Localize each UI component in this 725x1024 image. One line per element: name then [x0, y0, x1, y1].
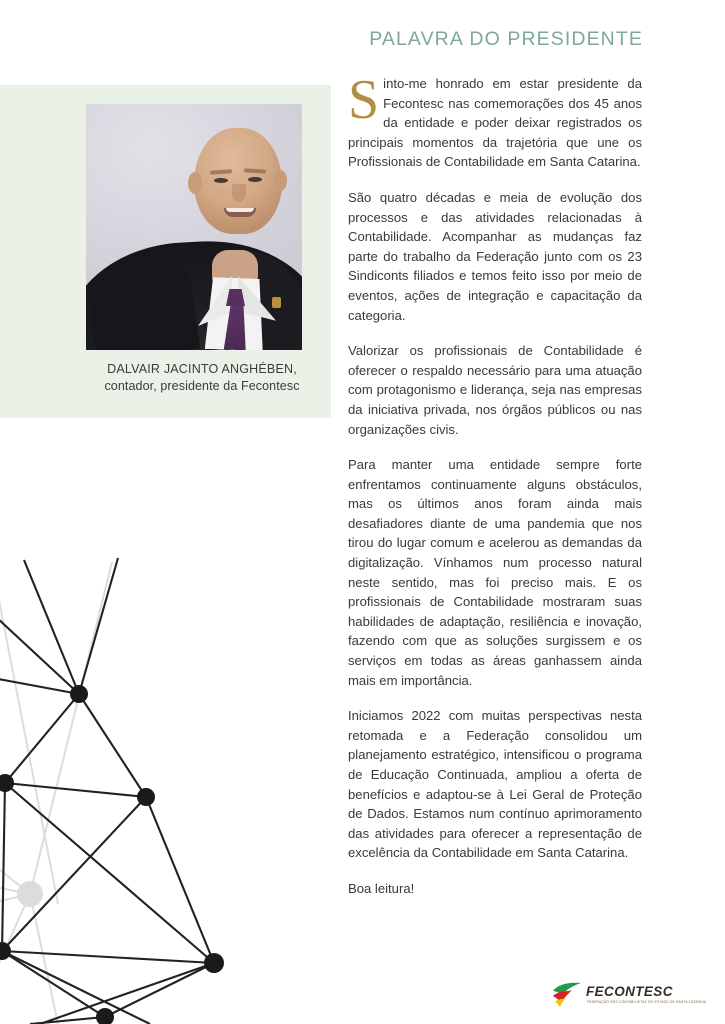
paragraph-1: Sinto-me honrado em estar presidente da Fecontesc nas comemorações dos 45 anos da entidade e poder deixar registrados os principais momentos da trajetória que une os Profissionais de Contabilidade em Santa Catarina.	[348, 69, 642, 170]
network-node-faint	[17, 881, 43, 907]
fecontesc-logo-mark	[552, 982, 582, 1008]
head-shape	[194, 128, 282, 234]
network-edges	[0, 558, 214, 1024]
eye-left	[214, 178, 228, 183]
lapel-pin	[272, 297, 281, 308]
caption-name: DALVAIR JACINTO ANGHÉBEN,	[107, 362, 297, 376]
network-node	[96, 1008, 114, 1024]
president-photo	[86, 104, 302, 350]
eye-right	[248, 177, 262, 182]
ear-right	[274, 170, 287, 191]
page-title: PALAVRA DO PRESIDENTE	[369, 28, 643, 50]
network-node	[204, 953, 224, 973]
paragraph-2: São quatro décadas e meia de evolução dos processos e das atividades relacionadas à Contabilidade. Acompanhar as mudanças faz parte do trabalho da Federação junto com os 23 Sindiconts filiados e temos feito isso por meio de eventos, ações de integração e capacitação da categoria.	[348, 189, 642, 323]
caption-role: contador, presidente da Fecontesc	[104, 379, 300, 393]
paragraph-6: Boa leitura!	[348, 880, 415, 896]
fecontesc-logo	[552, 981, 707, 1011]
network-decoration	[0, 554, 272, 1024]
logo-yellow-swoosh	[555, 998, 566, 1007]
article-body	[348, 69, 642, 899]
paragraph-5: Iniciamos 2022 com muitas perspectivas nesta retomada e a Federação consolidou um planejamento estratégico, intensificou o programa de Educação Continuada, ampliou a oferta de benefícios e adaptou-se à Lei Geral de Proteção de Dados. Estamos num contínuo aprimoramento das atividades para oferecer a representação de excelência da Contabilidade em Santa Catarina.	[348, 708, 642, 861]
network-node	[70, 685, 88, 703]
fecontesc-logo-text: FECONTESC	[586, 984, 673, 999]
network-node	[0, 942, 11, 960]
ear-left	[188, 172, 202, 194]
network-nodes	[0, 685, 224, 1024]
photo-caption	[86, 361, 318, 395]
network-node	[137, 788, 155, 806]
fecontesc-logo-tagline: FEDERAÇÃO DOS CONTABILISTAS DO ESTADO DE SANTA CATARINA	[587, 1000, 707, 1004]
nose-shape	[232, 184, 246, 202]
teeth-shape	[226, 208, 254, 212]
paragraph-3: Valorizar os profissionais de Contabilidade é oferecer o respaldo necessário para uma atuação com protagonismo e liderança, seja nas empresas da iniciativa privada, nos órgãos públicos ou nas organizações civis.	[348, 343, 642, 437]
paragraph-4: Para manter uma entidade sempre forte enfrentamos continuamente alguns obstáculos, mas os últimos anos foram ainda mais desafiadores diante de uma pandemia que nos tirou do lugar comum e acelerou as demandas da digitalização. Vínhamos num processo natural neste sentido, mas foi preciso mais. E os profissionais de Contabilidade mostraram suas habilidades de adaptação, resiliência e inovação, fazendo com que as soluções surgissem e os serviços em todas as áreas ganhassem ainda mais em importância.	[348, 457, 642, 688]
